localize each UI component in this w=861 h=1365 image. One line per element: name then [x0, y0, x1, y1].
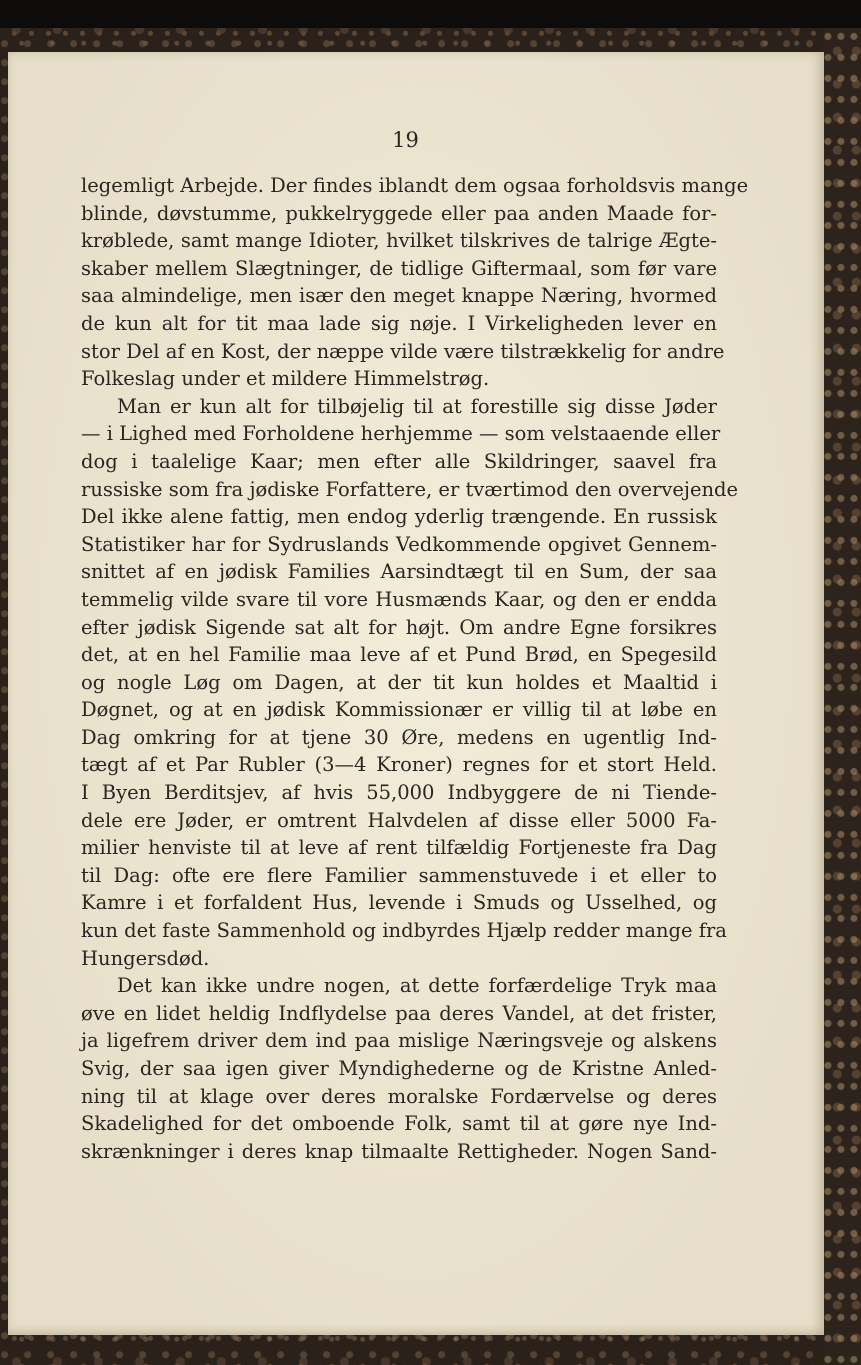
text-line: blinde, døvstumme, pukkelryggede eller paa anden Maade for- — [81, 201, 717, 225]
text-line: det, at en hel Familie maa leve af et Pund Brød, en Spegesild — [81, 643, 717, 667]
top-dark-strip — [0, 0, 861, 28]
text-line: Det kan ikke undre nogen, at dette forfærdelige Tryk maa — [117, 974, 717, 998]
text-line: russiske som fra jødiske Forfattere, er tværtimod den overvejende — [81, 477, 739, 501]
text-line: dog i taalelige Kaar; men efter alle Skildringer, saavel fra — [81, 449, 717, 473]
text-line: stor Del af en Kost, der næppe vilde være tilstrækkelig for andre — [81, 339, 725, 363]
text-line: Statistiker har for Sydruslands Vedkommende opgivet Gennem- — [81, 532, 717, 556]
text-line: Man er kun alt for tilbøjelig til at forestille sig disse Jøder — [117, 394, 717, 418]
text-line: temmelig vilde svare til vore Husmænds Kaar, og den er endda — [81, 587, 717, 611]
text-line: I Byen Berditsjev, af hvis 55,000 Indbyggere de ni Tiende- — [81, 781, 717, 805]
book-page — [8, 52, 824, 1335]
page-number: 19 — [392, 128, 419, 152]
text-line: Svig, der saa igen giver Myndighederne og de Kristne Anled- — [81, 1057, 717, 1080]
text-line: tægt af et Par Rubler (3—4 Kroner) regnes for et stort Held. — [81, 753, 717, 777]
text-line: Døgnet, og at en jødisk Kommissionær er villig til at løbe en — [81, 698, 717, 722]
text-line: skrænkninger i deres knap tilmaalte Rettigheder. Nogen Sand- — [81, 1139, 717, 1163]
text-line: milier henviste til at leve af rent tilfældig Fortjeneste fra Dag — [81, 836, 717, 860]
text-line: og nogle Løg om Dagen, at der tit kun holdes et Maaltid i — [81, 670, 717, 694]
text-line: skaber mellem Slægtninger, de tidlige Giftermaal, som før vare — [81, 256, 717, 280]
text-line: de kun alt for tit maa lade sig nøje. I Virkeligheden lever en — [81, 311, 717, 335]
text-line: kun det faste Sammenhold og indbyrdes Hjælp redder mange fra — [81, 919, 727, 943]
book-spine-edge — [824, 28, 861, 1365]
text-line: Dag omkring for at tjene 30 Øre, medens en ugentlig Ind- — [81, 725, 717, 749]
text-line: ja ligefrem driver dem ind paa mislige Næringsveje og alskens — [81, 1029, 717, 1053]
text-line: efter jødisk Sigende sat alt for højt. Om andre Egne forsikres — [81, 615, 717, 639]
text-line: snittet af en jødisk Families Aarsindtægt til en Sum, der saa — [81, 560, 717, 584]
text-line: ning til at klage over deres moralske Fordærvelse og deres — [81, 1084, 717, 1108]
text-line: Folkeslag under et mildere Himmelstrøg. — [81, 367, 490, 391]
text-line: Skadelighed for det omboende Folk, samt til at gøre nye Ind- — [81, 1112, 717, 1136]
body-text — [81, 172, 749, 1165]
text-line: — i Lighed med Forholdene herhjemme — som velstaaende eller — [81, 422, 721, 446]
text-line: til Dag: ofte ere flere Familier sammenstuvede i et eller to — [81, 863, 717, 887]
text-line: saa almindelige, men især den meget knappe Næring, hvormed — [81, 284, 717, 308]
text-line: krøblede, samt mange Idioter, hvilket tilskrives de talrige Ægte- — [81, 229, 717, 253]
text-line: dele ere Jøder, er omtrent Halvdelen af disse eller 5000 Fa- — [81, 808, 717, 832]
text-line: Del ikke alene fattig, men endog yderlig trængende. En russisk — [81, 505, 717, 529]
text-line: Kamre i et forfaldent Hus, levende i Smuds og Usselhed, og — [81, 891, 717, 915]
text-line: øve en lidet heldig Indflydelse paa deres Vandel, at det frister, — [81, 1001, 717, 1025]
text-line: legemligt Arbejde. Der findes iblandt dem ogsaa forholdsvis mange — [81, 174, 749, 197]
text-line: Hungersdød. — [81, 946, 210, 970]
